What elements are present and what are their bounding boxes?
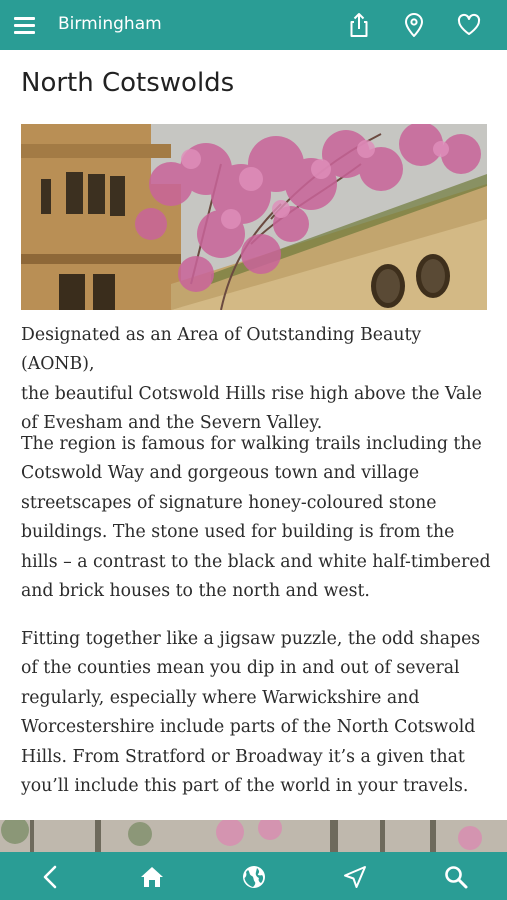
paragraph-intro — [21, 321, 491, 439]
text-line: The region is famous for walking trails including the — [21, 434, 482, 454]
article-content[interactable] — [0, 50, 507, 820]
home-icon[interactable] — [138, 863, 166, 891]
text-line: regularly, especially where Warwickshire and — [21, 687, 420, 708]
app-bar-title: Birmingham — [58, 14, 162, 34]
bottom-navigation-bar — [0, 852, 507, 900]
globe-icon[interactable] — [240, 863, 268, 891]
hero-image — [21, 124, 487, 310]
paragraph-walking-trails — [21, 430, 491, 606]
next-image-preview — [0, 820, 507, 852]
navigation-arrow-icon[interactable] — [341, 863, 369, 891]
location-pin-icon[interactable] — [400, 11, 428, 39]
menu-icon[interactable] — [12, 14, 38, 36]
text-line: and brick houses to the north and west. — [21, 581, 370, 602]
paragraph-jigsaw — [21, 625, 491, 801]
next-image-trees — [0, 820, 507, 852]
text-line: of Evesham and the Severn Valley. — [21, 413, 323, 434]
text-line: buildings. The stone used for building is from the — [21, 522, 455, 543]
text-line: Hills. From Stratford or Broadway it’s a given that — [21, 746, 465, 767]
share-icon[interactable] — [345, 11, 373, 39]
search-icon[interactable] — [442, 863, 470, 891]
page-title: North Cotswolds — [21, 68, 235, 98]
hero-image-cotswold-building — [21, 124, 487, 310]
text-line: the beautiful Cotswold Hills rise high above the Vale — [21, 383, 482, 404]
text-line: hills – a contrast to the black and white half-timbered — [21, 551, 491, 572]
text-line: streetscapes of signature honey-coloured stone — [21, 492, 437, 513]
text-line: you’ll include this part of the world in your travels. — [21, 776, 469, 797]
heart-icon[interactable] — [455, 11, 483, 39]
text-line: Fitting together like a jigsaw puzzle, the odd shapes — [21, 629, 481, 649]
back-icon[interactable] — [37, 863, 65, 891]
text-line: of the counties mean you dip in and out of several — [21, 658, 460, 679]
top-app-bar — [0, 0, 507, 50]
text-line: Worcestershire include parts of the North Cotswold — [21, 717, 476, 738]
text-line: Cotswold Way and gorgeous town and village — [21, 463, 420, 484]
text-line: Designated as an Area of Outstanding Beauty (AONB), — [21, 325, 422, 375]
